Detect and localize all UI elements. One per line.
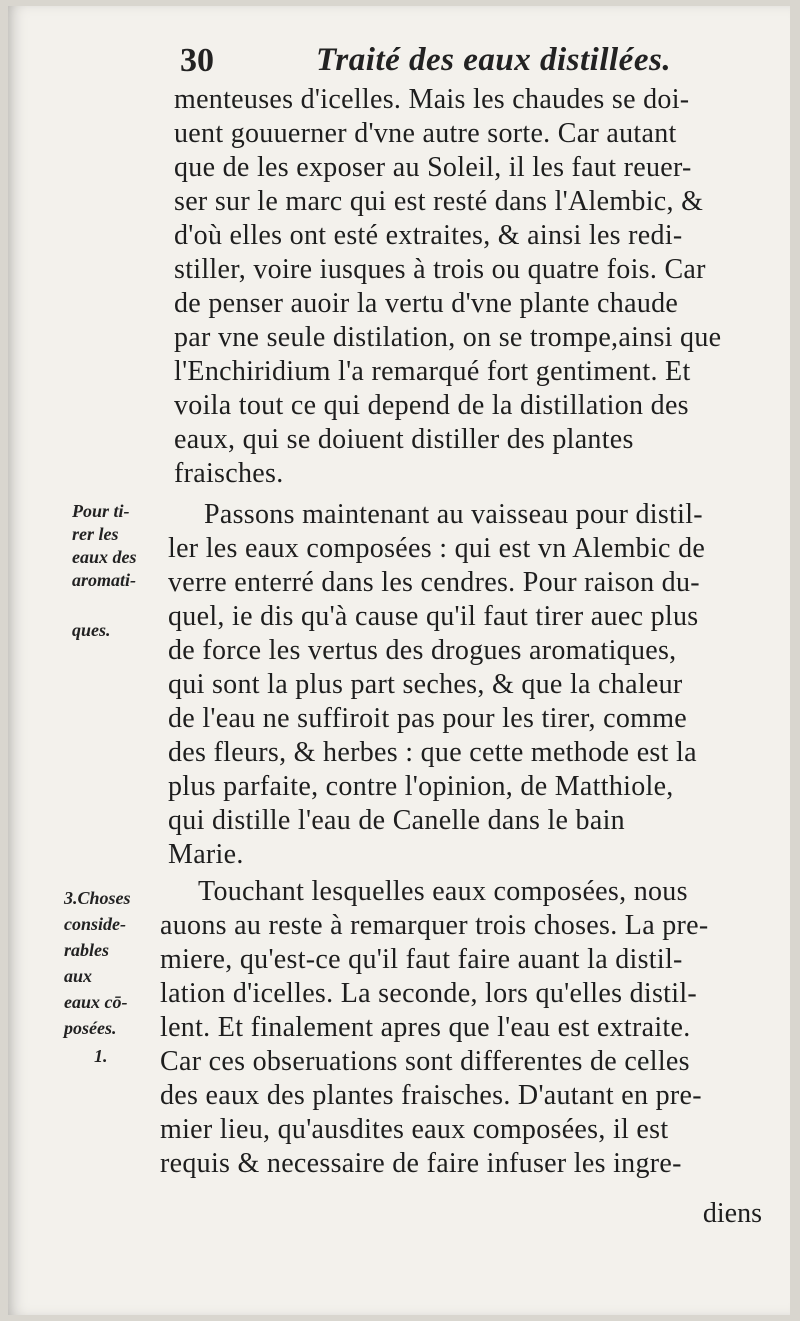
page-number: 30 — [180, 42, 214, 79]
marginal-note: ques. — [72, 620, 111, 640]
text-line: Touchant lesquelles eaux composées, nous — [198, 876, 688, 907]
catchword: diens — [702, 1198, 762, 1229]
marginal-note: aromati- — [72, 570, 137, 590]
text-line: Passons maintenant au vaisseau pour distil- — [204, 499, 703, 530]
text-line: d'où elles ont esté extraites, & ainsi les redi- — [174, 220, 683, 251]
page-header — [178, 42, 778, 86]
text-line: uent gouuerner d'vne autre sorte. Car autant — [174, 118, 677, 149]
marginal-note: 1. — [94, 1046, 108, 1066]
text-line: de force les vertus des drogues aromatiques, — [168, 635, 677, 666]
text-line: Car ces obseruations sont differentes de celles — [160, 1046, 690, 1077]
text-line: que de les exposer au Soleil, il les faut reuer- — [174, 152, 692, 183]
text-line: stiller, voire iusques à trois ou quatre fois. Car — [174, 254, 706, 285]
text-line: par vne seule distilation, on se trompe,ainsi que — [174, 322, 722, 353]
marginal-note: rables — [64, 940, 109, 960]
text-line: fraisches. — [174, 458, 284, 489]
text-line: menteuses d'icelles. Mais les chaudes se doi- — [174, 84, 690, 115]
marginal-note: rer les — [72, 524, 119, 544]
text-line: mier lieu, qu'ausdites eaux composées, il est — [160, 1114, 669, 1145]
marginal-note: eaux des — [72, 547, 137, 567]
text-line: de l'eau ne suffiroit pas pour les tirer, comme — [168, 703, 688, 734]
running-title: Traité des eaux distillées. — [316, 42, 672, 78]
marginal-note: posées. — [64, 1018, 117, 1038]
marginal-note: Pour ti- — [72, 501, 130, 521]
text-line: quel, ie dis qu'à cause qu'il faut tirer auec plus — [168, 601, 699, 632]
marginal-note: conside- — [64, 914, 126, 934]
text-line: ler les eaux composées : qui est vn Alembic de — [168, 533, 706, 564]
text-line: lation d'icelles. La seconde, lors qu'elles distil- — [160, 978, 698, 1009]
text-line: qui sont la plus part seches, & que la chaleur — [168, 669, 683, 700]
text-line: des fleurs, & herbes : que cette methode est la — [168, 737, 697, 768]
text-line: plus parfaite, contre l'opinion, de Matthiole, — [168, 771, 674, 802]
text-line: lent. Et finalement apres que l'eau est extraite. — [160, 1012, 691, 1043]
book-page — [8, 6, 790, 1315]
text-line: Marie. — [168, 839, 244, 870]
text-line: eaux, qui se doiuent distiller des plantes — [174, 424, 634, 455]
text-line: requis & necessaire de faire infuser les ingre- — [160, 1148, 682, 1179]
marginal-note: aux — [64, 966, 93, 986]
text-line: l'Enchiridium l'a remarqué fort gentiment. Et — [174, 356, 691, 387]
text-line: verre enterré dans les cendres. Pour raison du- — [168, 567, 700, 598]
text-line: voila tout ce qui depend de la distillation des — [174, 390, 689, 421]
text-line: des eaux des plantes fraisches. D'autant en pre- — [160, 1080, 702, 1111]
text-line: de penser auoir la vertu d'vne plante chaude — [174, 288, 679, 319]
text-line: qui distille l'eau de Canelle dans le bain — [168, 805, 625, 836]
marginal-note: eaux cō- — [64, 992, 128, 1012]
text-line: ser sur le marc qui est resté dans l'Alembic, & — [174, 186, 704, 217]
marginal-note: 3.Choses — [64, 888, 131, 908]
text-line: miere, qu'est-ce qu'il faut faire auant la distil- — [160, 944, 683, 975]
text-line: auons au reste à remarquer trois choses. La pre- — [160, 910, 709, 941]
